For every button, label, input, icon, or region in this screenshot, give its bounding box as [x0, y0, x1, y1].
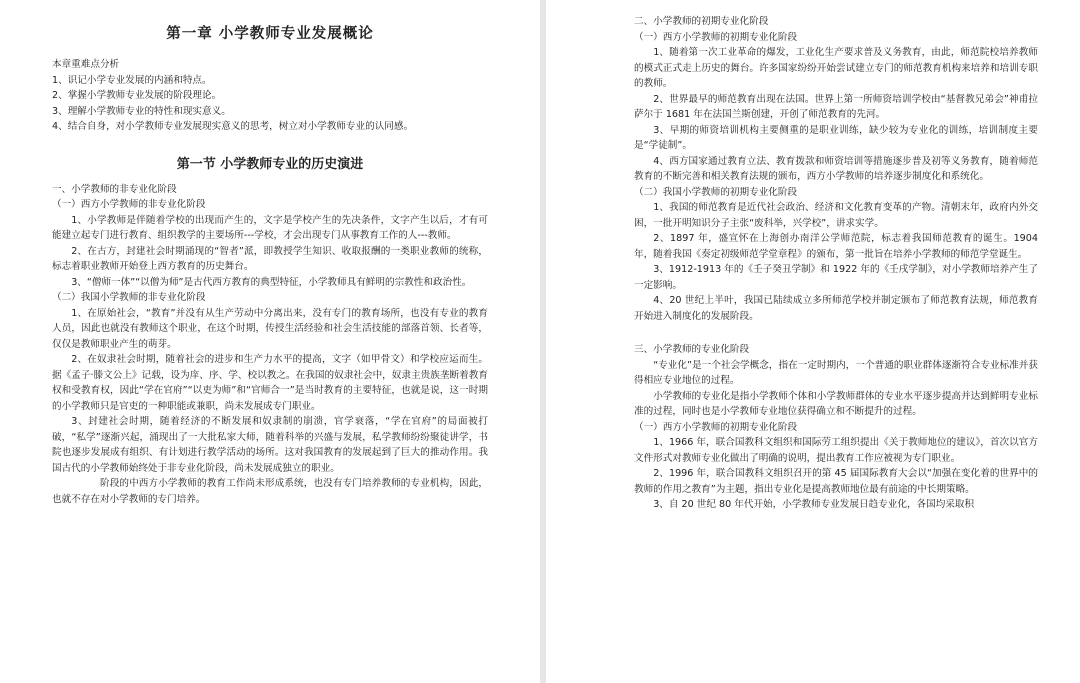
heading-level-1: 三、小学教师的专业化阶段	[634, 344, 750, 355]
key-point: 4、结合自身，对小学教师专业发展现实意义的思考，树立对小学教师专业的认同感。	[52, 121, 414, 132]
chapter-title: 第一章 小学教师专业发展概论	[166, 26, 374, 42]
paragraph: 小学教师的专业化是指小学教师个体和小学教师群体的专业水平逐步提高并达到鲜明专业标准的过程，同时也是小学教师专业地位获得确立和不断提升的过程。	[634, 390, 1038, 417]
heading-level-2: （二）我国小学教师的初期专业化阶段	[634, 186, 798, 198]
paragraph: 2、1897 年，盛宣怀在上海创办南洋公学师范院，标志着我国师范教育的诞生。1904 年，随着我国《奏定初级师范学堂章程》的颁布，第一批旨在培养小学教师的师范学堂诞生。	[634, 233, 1038, 260]
paragraph: 1、我国的师范教育是近代社会政治、经济和文化教育变革的产物。清朝末年，政府内外交困，一批开明知识分子主张“废科举，兴学校”，讲求实学。	[634, 202, 1038, 229]
paragraph: 4、20 世纪上半叶，我国已陆续成立多所师范学校并制定颁布了师范教育法规，师范教育开始进入制度化的发展阶段。	[634, 295, 1038, 322]
heading-level-2: （二）我国小学教师的非专业化阶段	[52, 292, 206, 303]
heading-level-2: （一）西方小学教师的初期专业化阶段	[634, 31, 798, 43]
paragraph: 2、在奴隶社会时期，随着社会的进步和生产力水平的提高，文字（如甲骨文）和学校应运而生。据《孟子·滕文公上》记载，设为庠、序、学、校以教之。在我国的奴隶社会中，奴隶主贵族垄断着教育权和受教育权，因此“学在官府”“以吏为师”和“官师合一”是当时教育的主要特征，也就是说，这一时期的小学教师只是官吏的一种职能或兼职，尚未发展成专门职业。	[52, 354, 488, 412]
paragraph: 3、1912-1913 年的《壬子癸丑学制》和 1922 年的《壬戌学制》，对小学教师培养产生了一定影响。	[634, 264, 1038, 291]
document-page-right	[546, 0, 1080, 683]
paragraph: 1、小学教师是伴随着学校的出现而产生的，文字是学校产生的先决条件，文字产生以后，才有可能建立起专门进行教育、组织教学的主要场所---学校，才会出现专门从事教育工作的人---教师。	[52, 214, 488, 241]
key-point: 2、掌握小学教师专业发展的阶段理论。	[52, 90, 222, 101]
heading-level-2: （一）西方小学教师的初期专业化阶段	[634, 421, 798, 433]
paragraph: 阶段的中西方小学教师的教育工作尚未形成系统，也没有专门培养教师的专业机构，因此，也就不存在对小学教师的专门培养。	[52, 478, 488, 505]
paragraph: 3、自 20 世纪 80 年代开始，小学教师专业发展日趋专业化，各国均采取积	[653, 499, 975, 510]
key-point: 1、识记小学专业发展的内涵和特点。	[52, 74, 212, 86]
paragraph: 2、1996 年，联合国教科文组织召开的第 45 届国际教育大会以“加强在变化着的世界中的教师的作用之教育”为主题，指出专业化是提高教师地位最有前途的中长期策略。	[634, 468, 1038, 495]
paragraph: 3、早期的师资培训机构主要侧重的是职业训练，缺少较为专业化的训练，培训制度主要是“学徒制”。	[634, 124, 1038, 151]
heading-level-1: 一、小学教师的非专业化阶段	[52, 183, 177, 195]
key-point: 3、理解小学教师专业的特性和现实意义。	[52, 105, 231, 117]
paragraph: “专业化”是一个社会学概念，指在一定时期内，一个普通的职业群体逐渐符合专业标准并获得相应专业地位的过程。	[634, 359, 1038, 386]
paragraph: 3、“僧师一体”“以僧为师”是古代西方教育的典型特征，小学教师具有鲜明的宗教性和政治性。	[71, 276, 472, 288]
paragraph: 1、1966 年，联合国教科文组织和国际劳工组织提出《关于教师地位的建议》，首次以官方文件形式对教师专业化做出了明确的说明，提出教育工作应被视为专门职业。	[634, 437, 1038, 464]
paragraph: 1、随着第一次工业革命的爆发，工业化生产要求普及义务教育，由此，师范院校培养教师的模式正式走上历史的舞台。许多国家纷纷开始尝试建立专门的师范教育机构来培养和培训专职的教师。	[634, 47, 1038, 89]
paragraph: 3、封建社会时期，随着经济的不断发展和奴隶制的崩溃，官学衰落，“学在官府”的局面被打破，“私学”逐渐兴起，涌现出了一大批私家大师，随着科举的兴盛与发展，私学教师纷纷聚徒讲学，书院也逐步发展成有组织、有计划进行教学活动的场所。这对我国教育的发展起到了巨大的推动作用。我国古代的小学教师始终处于非专业化阶段，尚未发展成独立的职业。	[52, 416, 488, 474]
key-points-heading: 本章重难点分析	[52, 59, 120, 70]
paragraph: 1、在原始社会，“教育”并没有从生产劳动中分离出来，没有专门的教育场所，也没有专业的教育人员，因此也就没有教师这个职业，在这个时期，传授生活经验和社会生活技能的部落首领、长者等，仅仅是教师职业产生的萌芽。	[52, 307, 488, 350]
paragraph: 2、在古方，封建社会时期涌现的“智者”派，即教授学生知识、收取报酬的一类职业教师的统称，标志着职业教师开始登上西方教育的历史舞台。	[52, 245, 488, 272]
heading-level-2: （一）西方小学教师的非专业化阶段	[52, 199, 206, 210]
heading-level-1: 二、小学教师的初期专业化阶段	[634, 16, 769, 27]
paragraph: 2、世界最早的师范教育出现在法国。世界上第一所师资培训学校由“基督教兄弟会”神甫拉萨尔于 1681 年在法国兰斯创建，开创了师范教育的先河。	[634, 93, 1038, 120]
paragraph: 4、西方国家通过教育立法、教育拨款和师资培训等措施逐步普及初等义务教育，随着师范教育的不断完善和相关教育法规的颁布，西方小学教师的培养逐步制度化和系统化。	[634, 155, 1038, 182]
section-title: 第一节 小学教师专业的历史演进	[176, 156, 364, 172]
